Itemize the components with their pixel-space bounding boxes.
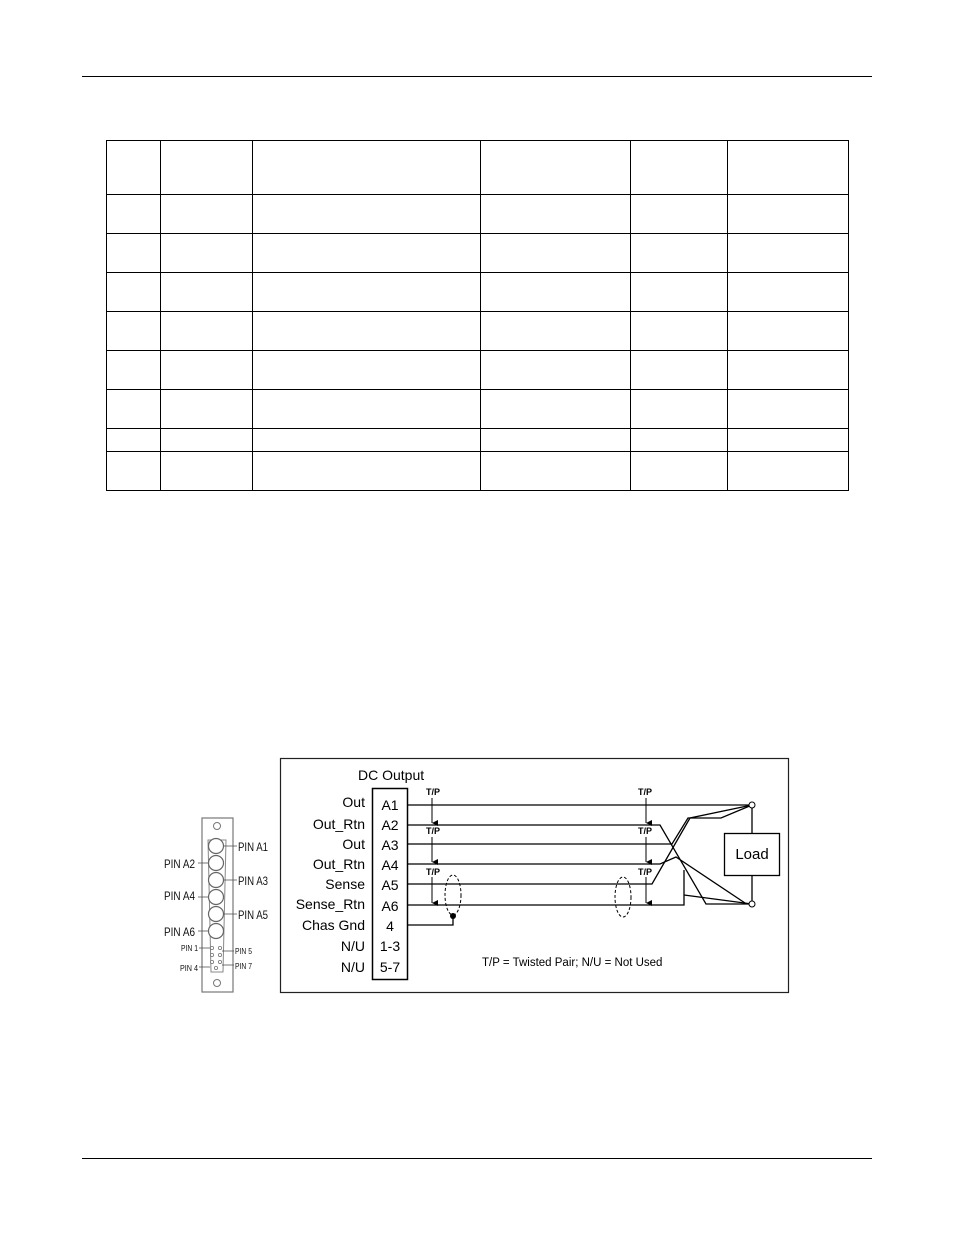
- signal-label: Out_Rtn: [312, 816, 365, 832]
- tp-label: T/P: [426, 787, 441, 797]
- terminal-pin-label: A4: [381, 857, 399, 873]
- tp-label: T/P: [638, 867, 653, 877]
- terminal-pin-label: A5: [381, 877, 399, 893]
- signal-label: N/U: [340, 938, 365, 954]
- tp-label: T/P: [638, 826, 653, 836]
- signal-label: Sense: [325, 876, 365, 892]
- terminal-pin-label: A2: [381, 817, 399, 833]
- pin-a3-label: PIN A3: [238, 874, 269, 888]
- terminal-pin-label: A6: [381, 898, 399, 914]
- load-terminal: [749, 901, 755, 907]
- pin-5-label: PIN 5: [235, 947, 253, 956]
- wiring-diagram: [281, 759, 789, 993]
- load-label: Load: [735, 846, 769, 863]
- signal-label: Out: [342, 794, 365, 810]
- signal-label: Out_Rtn: [312, 856, 365, 872]
- pin-a6: [209, 924, 224, 939]
- pin-a4-label: PIN A4: [164, 889, 196, 903]
- pin-7-label: PIN 7: [235, 962, 253, 971]
- signal-label: Chas Gnd: [301, 917, 365, 933]
- pin-a1-label: PIN A1: [238, 840, 269, 854]
- tp-label: T/P: [426, 867, 441, 877]
- tp-label: T/P: [638, 787, 653, 797]
- pin-1-label: PIN 1: [181, 944, 199, 953]
- pin-a2: [209, 856, 224, 871]
- pin-a3: [209, 873, 224, 888]
- signal-label: Sense_Rtn: [295, 896, 365, 912]
- pin-4-label: PIN 4: [180, 964, 199, 973]
- signal-label: N/U: [340, 959, 365, 975]
- footer-rule: [82, 1158, 872, 1159]
- connector-diagram: [164, 818, 268, 992]
- pin-a1: [209, 839, 224, 854]
- pin-a4: [209, 890, 224, 905]
- terminal-pin-label: A1: [381, 797, 399, 813]
- wiring-title: DC Output: [358, 767, 425, 783]
- terminal-pin-label: 4: [386, 918, 394, 934]
- pin-labels: [380, 797, 400, 975]
- legend-text: T/P = Twisted Pair; N/U = Not Used: [482, 957, 663, 969]
- pin-a5: [209, 907, 224, 922]
- terminal-pin-label: A3: [381, 837, 399, 853]
- pin-a6-label: PIN A6: [164, 925, 196, 939]
- tp-label: T/P: [426, 826, 441, 836]
- pin-a5-label: PIN A5: [238, 908, 269, 922]
- signal-label: Out: [342, 836, 365, 852]
- pin-a2-label: PIN A2: [164, 857, 196, 871]
- terminal-pin-label: 5-7: [379, 959, 401, 975]
- shield-drain-dot: [450, 913, 456, 919]
- terminal-pin-label: 1-3: [379, 938, 401, 954]
- load-terminal: [749, 802, 755, 808]
